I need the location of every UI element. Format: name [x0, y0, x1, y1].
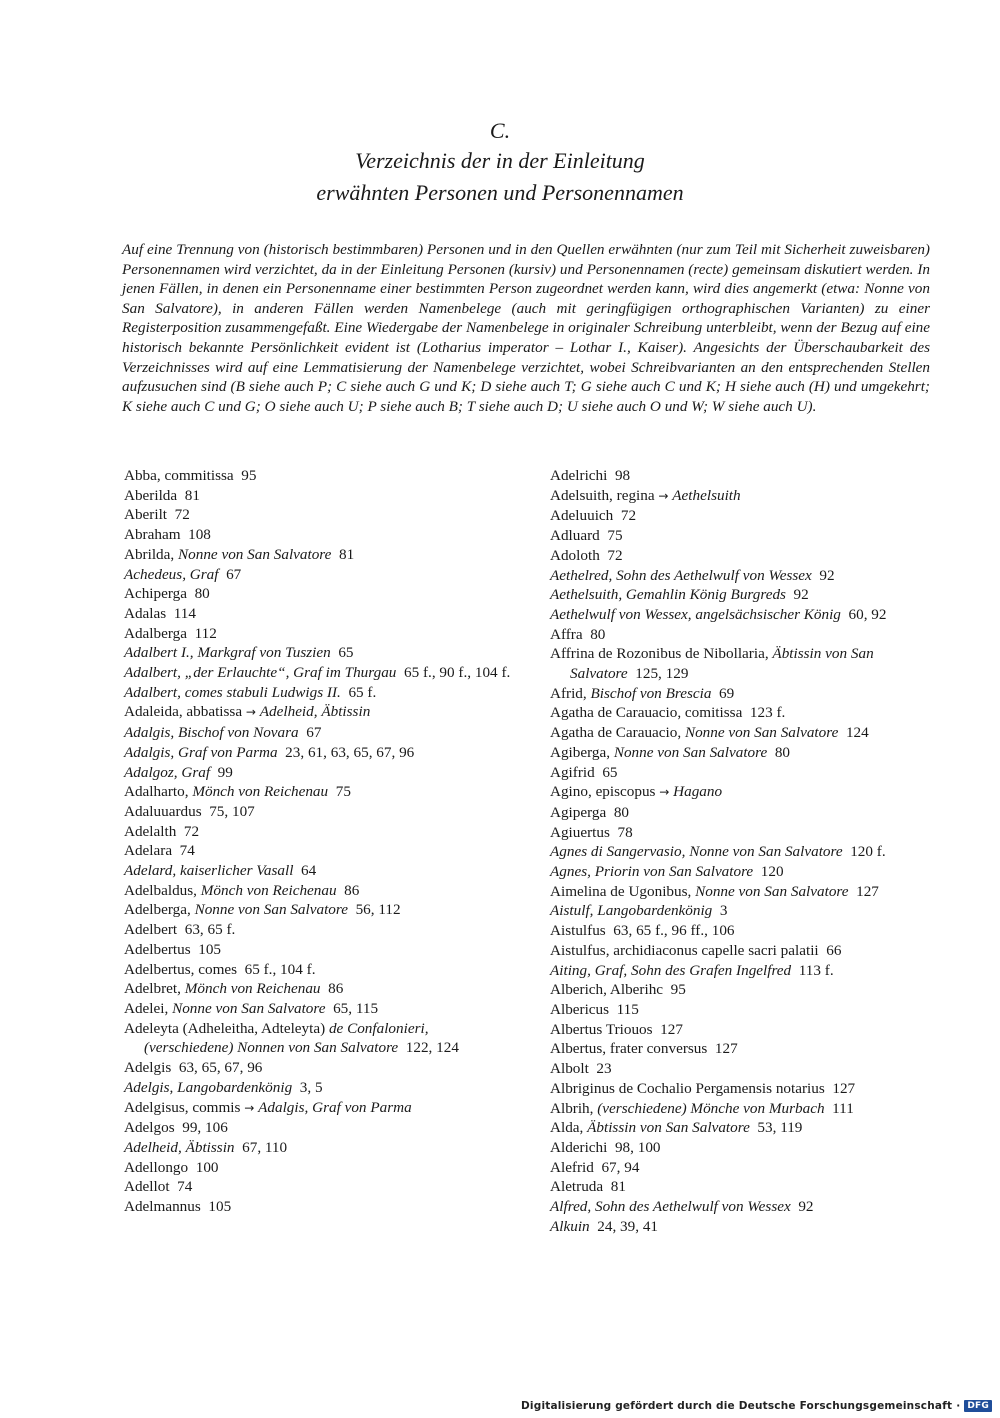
- entry-name: Albertus, frater conversus: [550, 1040, 708, 1058]
- entry-name: Agiuertus: [550, 823, 610, 841]
- entry-pages: 53, 119: [757, 1119, 803, 1137]
- entry-pages: 86: [344, 881, 360, 899]
- index-entry: [550, 1217, 936, 1237]
- entry-person: Adalbert, „der Erlauchte“, Graf im Thurgau: [124, 664, 397, 682]
- entry-reference: Hagano: [673, 783, 723, 801]
- index-entry: [124, 643, 516, 663]
- entry-name: Adelbertus: [124, 940, 191, 958]
- entry-pages: 74: [177, 1178, 193, 1196]
- index-entry: [550, 585, 936, 605]
- entry-name: Adaleida, abbatissa: [124, 703, 246, 721]
- index-entry: [550, 1118, 936, 1138]
- entry-person: Nonne von San Salvatore: [684, 724, 839, 742]
- entry-person: Äbtissin von San Salvatore: [570, 645, 874, 683]
- entry-pages: 127: [660, 1020, 683, 1038]
- index-entry: [124, 979, 516, 999]
- entry-person: Mönch von Reichenau: [200, 881, 337, 899]
- entry-pages: 113 f.: [798, 961, 834, 979]
- index-entry: [550, 823, 936, 843]
- index-entry: [124, 920, 516, 940]
- entry-person: Nonne von San Salvatore: [695, 882, 849, 900]
- entry-pages: 75: [607, 527, 623, 545]
- entry-person: Nonne von San Salvatore: [178, 545, 332, 563]
- index-column-left: [124, 466, 516, 1217]
- entry-name: Agino, episcopus: [550, 783, 660, 801]
- entry-person: de Confalonieri, (verschiedene) Nonnen von San Salvatore: [144, 1019, 429, 1057]
- entry-pages: 100: [195, 1158, 219, 1176]
- entry-pages: 105: [208, 1198, 232, 1216]
- section-title-line1: Verzeichnis der in der Einleitung: [355, 148, 645, 173]
- index-entry: [550, 1059, 936, 1079]
- entry-name: Adalharto,: [124, 783, 193, 801]
- index-entry: [550, 684, 936, 704]
- entry-person: Adelheid, Äbtissin: [124, 1138, 235, 1156]
- index-entry: [124, 604, 516, 624]
- index-entry: [550, 703, 936, 723]
- entry-name: Adluard: [550, 527, 600, 545]
- entry-name: Albertus Triouos: [550, 1020, 653, 1038]
- index-entry: [124, 545, 516, 565]
- entry-pages: 105: [198, 940, 222, 958]
- index-entry: [124, 584, 516, 604]
- entry-reference: Aethelsuith: [672, 486, 741, 504]
- entry-pages: 95: [670, 981, 686, 999]
- index-entry: [550, 625, 936, 645]
- entry-pages: 3, 5: [299, 1078, 323, 1096]
- entry-pages: 63, 65 f., 96 ff., 106: [613, 922, 735, 940]
- index-entry: [550, 1039, 936, 1059]
- dfg-logo: DFG: [964, 1400, 992, 1412]
- entry-name: Adelgisus, commis: [124, 1098, 245, 1116]
- entry-person: Bischof von Brescia: [590, 684, 712, 702]
- entry-pages: 23: [596, 1060, 612, 1078]
- index-entry: [124, 1138, 516, 1158]
- index-entry: [550, 1000, 936, 1020]
- index-entry: [124, 466, 516, 486]
- entry-pages: 115: [616, 1000, 639, 1018]
- entry-pages: 65 f., 90 f., 104 f.: [404, 664, 511, 682]
- index-entry: [124, 702, 516, 723]
- entry-person: Aethelred, Sohn des Aethelwulf von Wessex: [550, 566, 812, 584]
- index-entry: [124, 1019, 516, 1058]
- index-entry: [124, 743, 516, 763]
- arrow-right-icon: →: [244, 1100, 259, 1115]
- entry-name: Albriginus de Cochalio Pergamensis notarius: [550, 1079, 825, 1097]
- entry-person: Äbtissin von San Salvatore: [587, 1119, 750, 1137]
- entry-name: Alda,: [550, 1119, 588, 1137]
- entry-pages: 112: [194, 624, 217, 642]
- entry-pages: 65, 115: [333, 999, 379, 1017]
- entry-name: Adalas: [124, 604, 167, 622]
- index-entry: [124, 802, 516, 822]
- entry-person: Nonne von San Salvatore: [172, 999, 326, 1017]
- entry-pages: 78: [617, 823, 633, 841]
- entry-person: Nonne von San Salvatore: [613, 743, 768, 761]
- index-entry: [124, 565, 516, 585]
- entry-pages: 120: [760, 863, 784, 881]
- entry-person: (verschiedene) Mönche von Murbach: [597, 1099, 825, 1117]
- entry-name: Adelei,: [124, 999, 173, 1017]
- index-entry: [550, 1197, 936, 1217]
- entry-pages: 95: [241, 467, 257, 484]
- entry-name: Adoloth: [550, 546, 600, 564]
- index-entry: [124, 861, 516, 881]
- index-entry: [550, 941, 936, 961]
- footer-credit: [521, 1400, 992, 1412]
- entry-pages: 65: [338, 644, 354, 662]
- index-entry: [550, 526, 936, 546]
- entry-pages: 99, 106: [182, 1119, 228, 1137]
- entry-name: Adelbret,: [124, 980, 185, 998]
- entry-name: Adelgis: [124, 1059, 172, 1077]
- index-entry: [550, 961, 936, 981]
- entry-name: Alderichi: [550, 1138, 608, 1156]
- index-entry: [550, 1177, 936, 1197]
- entry-pages: 66: [826, 941, 842, 959]
- index-entry: [124, 525, 516, 545]
- index-entry: [550, 1020, 936, 1040]
- entry-name: Adelberga,: [124, 901, 195, 919]
- entry-pages: 63, 65 f.: [184, 921, 236, 939]
- entry-pages: 72: [607, 546, 623, 564]
- index-entry: [550, 782, 936, 803]
- entry-person: Aiting, Graf, Sohn des Grafen Ingelfred: [550, 961, 792, 979]
- section-letter: C.: [489, 118, 511, 143]
- index-entry: [550, 901, 936, 921]
- index-entry: [550, 486, 936, 507]
- index-entry: [124, 881, 516, 901]
- entry-name: Agiperga: [550, 803, 607, 821]
- index-entry: [124, 723, 516, 743]
- entry-pages: 98, 100: [614, 1138, 661, 1156]
- entry-name: Affrina de Rozonibus de Nibollaria,: [550, 645, 773, 663]
- entry-pages: 127: [856, 882, 879, 900]
- index-entry: [124, 663, 516, 683]
- entry-pages: 92: [798, 1198, 814, 1216]
- entry-person: Achedeus, Graf: [124, 565, 219, 583]
- entry-person: Adalgis, Bischof von Novara: [124, 724, 299, 742]
- index-entry: [550, 803, 936, 823]
- arrow-right-icon: →: [659, 785, 674, 800]
- index-entry: [550, 566, 936, 586]
- entry-pages: 69: [719, 684, 735, 702]
- entry-name: Adeluuich: [550, 507, 614, 525]
- entry-name: Adellongo: [124, 1158, 189, 1176]
- entry-pages: 122, 124: [405, 1039, 459, 1057]
- entry-person: Adalgoz, Graf: [124, 763, 211, 781]
- index-entry: [550, 980, 936, 1000]
- entry-pages: 124: [845, 724, 869, 742]
- entry-person: Alkuin: [550, 1217, 590, 1235]
- entry-pages: 127: [714, 1040, 738, 1058]
- entry-pages: 64: [301, 862, 317, 880]
- index-entry: [124, 486, 516, 506]
- entry-person: Mönch von Reichenau: [184, 980, 321, 998]
- entry-name: Affra: [550, 625, 583, 643]
- section-title-line2: erwähnten Personen und Personennamen: [316, 180, 684, 205]
- index-entry: [550, 1079, 936, 1099]
- entry-pages: 56, 112: [355, 901, 401, 919]
- entry-name: Agiberga,: [550, 743, 614, 761]
- index-entry: [550, 723, 936, 743]
- index-entry: [124, 1158, 516, 1178]
- entry-name: Agifrid: [550, 763, 595, 781]
- entry-name: Adelbaldus,: [124, 881, 201, 899]
- entry-name: Adelalth: [124, 822, 177, 840]
- index-entry: [124, 683, 516, 703]
- index-entry: [124, 1078, 516, 1098]
- entry-pages: 127: [832, 1079, 856, 1097]
- entry-person: Adalbert I., Markgraf von Tuszien: [124, 644, 331, 662]
- entry-person: Aethelwulf von Wessex, angelsächsischer König: [550, 605, 841, 623]
- entry-pages: 98: [614, 467, 631, 484]
- entry-pages: 72: [183, 822, 200, 840]
- index-entry: [550, 882, 936, 902]
- index-entry: [550, 763, 936, 783]
- intro-paragraph: Auf eine Trennung von (historisch bestimmbaren) Personen und in den Quellen erwähnten (nur zum Teil mit Sicherheit zuweisbaren) Personennamen wird verzichtet, da in der Einleitung Personen (kursiv) und Personennamen (recte) gemeinsam diskutiert werden. In jenen Fällen, in denen ein Personenname einer bestimmten Person zugeordnet werden kann, wird dies angemerkt (etwa: Nonne von San Salvatore), in anderen Fällen werden Namenbelege (auch mit geringfügigen orthographischen Varianten) zu einer Registerposition zusammengefaßt. Eine Wiedergabe der Namenbelege in originaler Schreibung unterbleibt, wenn der Bezug auf eine historisch bekannte Persönlichkeit evident ist (Lotharius imperator – Lothar I., Kaiser). Angesichts der Überschaubarkeit des Verzeichnisses wird auf eine Lemmatisierung der Namenbelege verzichtet, wobei Schreibvarianten an den entsprechenden Stellen aufzusuchen sind (B siehe auch P; C siehe auch G und K; D siehe auch T; G siehe auch C und K; H siehe auch (H) und umgekehrt; K siehe auch C und G; O siehe auch U; P siehe auch B; T siehe auch D; U siehe auch O und W; W siehe auch U).: [122, 241, 930, 415]
- entry-name: Achiperga: [124, 585, 187, 603]
- entry-name: Adelbert: [124, 921, 178, 939]
- index-entry: [550, 644, 936, 683]
- entry-pages: 60, 92: [848, 605, 887, 623]
- entry-pages: 24, 39, 41: [597, 1217, 658, 1235]
- entry-pages: 67, 110: [242, 1138, 288, 1156]
- entry-person: Adalbert, comes stabuli Ludwigs II.: [124, 683, 341, 701]
- entry-reference: Adelheid, Äbtissin: [259, 703, 371, 721]
- entry-reference: Adalgis, Graf von Parma: [258, 1098, 412, 1116]
- entry-pages: 125, 129: [635, 665, 689, 683]
- entry-pages: 72: [620, 507, 637, 525]
- entry-name: Afrid,: [550, 684, 591, 702]
- entry-name: Adelmannus: [124, 1198, 201, 1216]
- entry-pages: 123 f.: [749, 704, 786, 722]
- index-entry: [124, 782, 516, 802]
- entry-person: Adelgis, Langobardenkönig: [124, 1078, 293, 1096]
- entry-name: Alberich, Alberihc: [550, 981, 664, 999]
- index-entry: [124, 1177, 516, 1197]
- entry-pages: 114: [173, 604, 196, 622]
- entry-pages: 92: [819, 566, 835, 584]
- entry-name: Aberilt: [124, 506, 168, 524]
- index-entry: [124, 822, 516, 842]
- entry-name: Adeleyta (Adheleitha, Adteleyta): [124, 1019, 329, 1037]
- entry-name: Adalberga: [124, 624, 187, 642]
- entry-pages: 80: [774, 743, 791, 761]
- entry-pages: 72: [174, 506, 190, 524]
- entry-pages: 92: [793, 586, 809, 604]
- arrow-right-icon: →: [245, 705, 260, 720]
- entry-name: Adelrichi: [550, 467, 608, 484]
- entry-pages: 74: [179, 842, 195, 860]
- index-entry: [124, 1058, 516, 1078]
- index-entry: [550, 743, 936, 763]
- entry-pages: 23, 61, 63, 65, 67, 96: [285, 743, 415, 761]
- entry-person: Agnes di Sangervasio, Nonne von San Salvatore: [550, 843, 843, 861]
- entry-name: Albericus: [550, 1000, 610, 1018]
- index-entry: [550, 1158, 936, 1178]
- entry-person: Aistulf, Langobardenkönig: [550, 902, 713, 920]
- entry-name: Abba, commitissa: [124, 467, 234, 484]
- entry-pages: 108: [188, 526, 211, 544]
- index-entry: [550, 1099, 936, 1119]
- entry-pages: 67: [226, 565, 242, 583]
- index-entry: [550, 1138, 936, 1158]
- index-entry: [124, 940, 516, 960]
- index-column-right: [550, 466, 936, 1236]
- index-entry: [124, 960, 516, 980]
- entry-name: Abrilda,: [124, 545, 178, 563]
- entry-person: Alfred, Sohn des Aethelwulf von Wessex: [550, 1198, 791, 1216]
- entry-person: Adalgis, Graf von Parma: [124, 743, 278, 761]
- entry-pages: 67: [306, 724, 322, 742]
- entry-pages: 65: [602, 763, 618, 781]
- footer-separator: ·: [956, 1400, 961, 1412]
- entry-pages: 80: [613, 803, 630, 821]
- entry-person: Agnes, Priorin von San Salvatore: [550, 863, 754, 881]
- entry-pages: 67, 94: [601, 1158, 640, 1176]
- index-entry: [124, 841, 516, 861]
- index-entry: [550, 546, 936, 566]
- entry-name: Alefrid: [550, 1158, 594, 1176]
- entry-name: Aistulfus, archidiaconus capelle sacri palatii: [550, 941, 819, 959]
- index-entry: [550, 506, 936, 526]
- entry-pages: 65 f.: [348, 683, 377, 701]
- entry-name: Adelbertus, comes: [124, 960, 238, 978]
- index-entry: [124, 1098, 516, 1119]
- entry-name: Adellot: [124, 1178, 170, 1196]
- entry-pages: 99: [217, 763, 233, 781]
- index-entry: [550, 921, 936, 941]
- entry-name: Agatha de Carauacio,: [550, 724, 685, 742]
- index-entry: [124, 763, 516, 783]
- entry-name: Aletruda: [550, 1178, 604, 1196]
- entry-pages: 63, 65, 67, 96: [178, 1059, 263, 1077]
- index-entry: [124, 900, 516, 920]
- index-entry: [550, 862, 936, 882]
- index-entry: [550, 842, 936, 862]
- entry-name: Albolt: [550, 1060, 589, 1078]
- entry-pages: 75: [335, 783, 351, 801]
- index-entry: [124, 624, 516, 644]
- entry-name: Aimelina de Ugonibus,: [550, 882, 696, 900]
- entry-person: Mönch von Reichenau: [192, 783, 329, 801]
- entry-pages: 80: [590, 625, 606, 643]
- entry-person: Adelard, kaiserlicher Vasall: [124, 862, 294, 880]
- index-entry: [124, 505, 516, 525]
- arrow-right-icon: →: [658, 488, 673, 503]
- index-entry: [124, 1197, 516, 1217]
- entry-name: Agatha de Carauacio, comitissa: [550, 704, 743, 722]
- index-entry: [550, 466, 936, 486]
- entry-name: Aistulfus: [550, 922, 606, 940]
- entry-name: Abraham: [124, 526, 181, 544]
- entry-person: Aethelsuith, Gemahlin König Burgreds: [550, 586, 786, 604]
- entry-pages: 120 f.: [850, 843, 886, 861]
- entry-name: Adelgos: [124, 1119, 175, 1137]
- entry-pages: 65 f., 104 f.: [244, 960, 316, 978]
- entry-pages: 80: [194, 585, 210, 603]
- entry-name: Adaluuardus: [124, 802, 202, 820]
- entry-name: Aberilda: [124, 486, 178, 504]
- entry-pages: 81: [339, 545, 355, 563]
- entry-name: Adelara: [124, 842, 173, 860]
- entry-pages: 81: [610, 1178, 626, 1196]
- index-entry: [124, 999, 516, 1019]
- index-entry: [550, 605, 936, 625]
- entry-name: Albrih,: [550, 1099, 598, 1117]
- footer-text: Digitalisierung gefördert durch die Deutsche Forschungsgemeinschaft: [521, 1400, 953, 1412]
- entry-name: Adelsuith, regina: [550, 486, 659, 504]
- entry-pages: 75, 107: [209, 802, 255, 820]
- entry-pages: 86: [328, 980, 344, 998]
- entry-pages: 81: [184, 486, 200, 504]
- entry-person: Nonne von San Salvatore: [194, 901, 348, 919]
- index-entry: [124, 1118, 516, 1138]
- entry-pages: 111: [832, 1099, 854, 1117]
- entry-pages: 3: [719, 902, 728, 920]
